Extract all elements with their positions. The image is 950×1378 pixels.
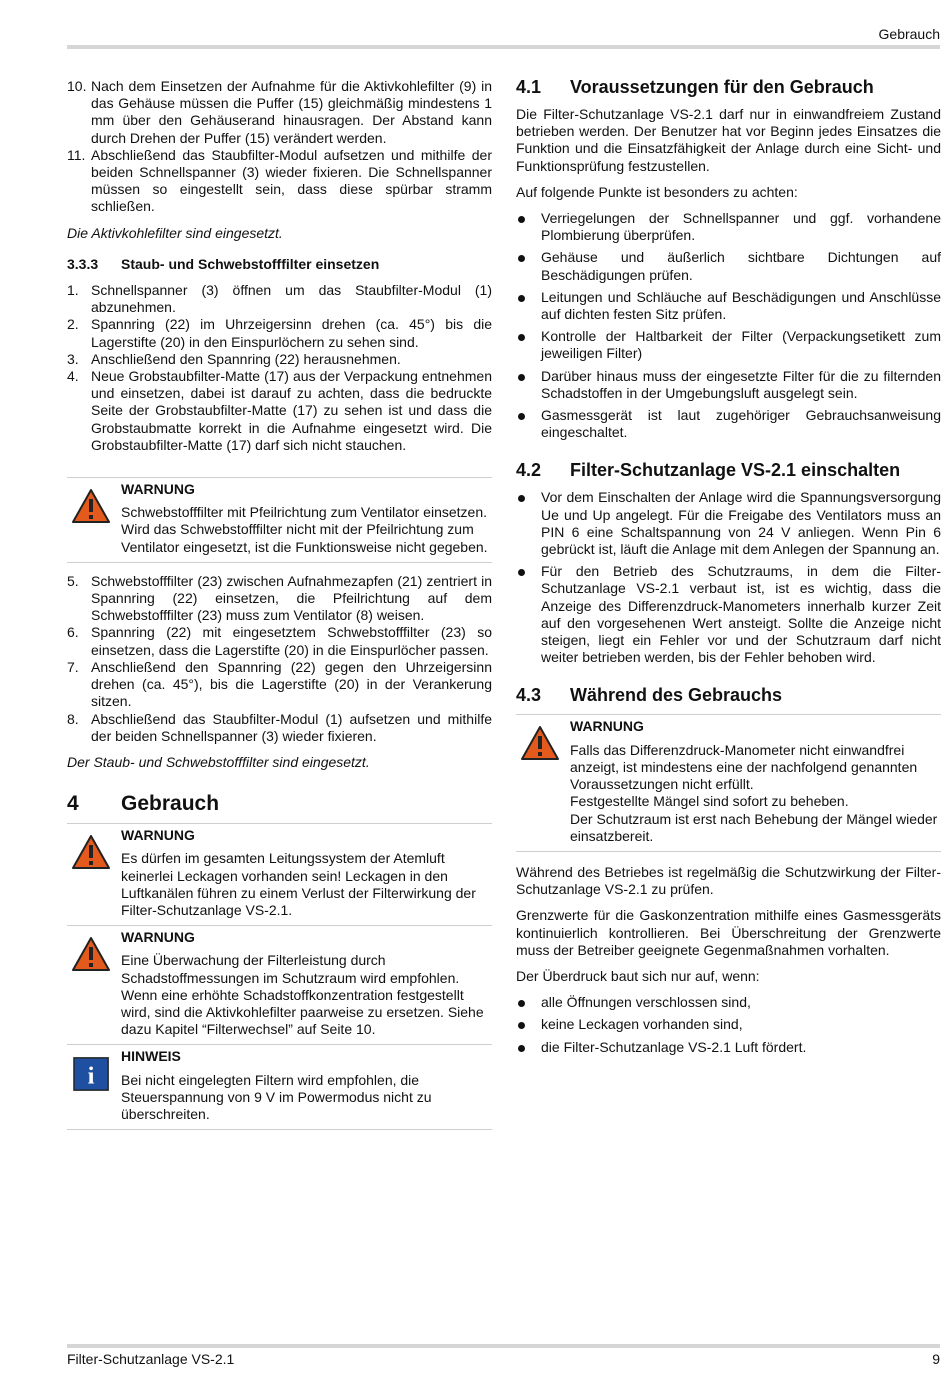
paragraph: Während des Betriebes ist regelmäßig die Schutzwirkung der Filter-Schutzanlage VS-2.1 zu prüfen.	[516, 863, 941, 898]
info-icon	[73, 1055, 111, 1093]
notice-text: Bei nicht eingelegten Filtern wird empfohlen, die Steuerspannung von 9 V im Powermodus nicht zu überschreiten.	[121, 1071, 432, 1122]
list-item: 4. Neue Grobstaubfilter-Matte (17) aus der Verpackung entnehmen und einsetzen, dabei ist darauf zu achten, dass die bedruckte Seite der Grobstaubfilter-Matte (17) zu sehen ist und dass die Grobstaubmatte korrekt in die Aufnahme eingesetzt wird. Die Grobstaubfilter-Matte (17) darf sich nicht stauchen.	[67, 368, 492, 453]
list-item: 8. Abschließend das Staubfilter-Modul (1) aufsetzen und mithilfe der beiden Schnellspanner (3) wieder fixieren.	[67, 710, 492, 744]
notice-title: WARNUNG	[121, 827, 195, 844]
bullet-list	[516, 994, 941, 1056]
list-item: keine Leckagen vorhanden sind,	[516, 1016, 941, 1033]
list-item: Leitungen und Schläuche auf Beschädigungen und Anschlüsse auf dichten festen Sitz prüfen.	[516, 289, 941, 323]
warning-notice	[67, 823, 492, 926]
list-item: 11. Abschließend das Staubfilter-Modul aufsetzen und mithilfe der beiden Schnellspanner (3) wieder fixieren. Die Schnellspanner müssen so eingestellt sein, dass diese spürbar stramm schließen.	[67, 146, 492, 215]
list-item: die Filter-Schutzanlage VS-2.1 Luft fördert.	[516, 1039, 941, 1056]
header-rule	[67, 45, 940, 49]
bullet-list	[516, 210, 941, 441]
warning-triangle-icon	[71, 488, 111, 524]
list-item: alle Öffnungen verschlossen sind,	[516, 994, 941, 1011]
paragraph: Der Überdruck baut sich nur auf, wenn:	[516, 967, 760, 984]
warning-notice	[516, 714, 941, 851]
list-item: Gehäuse und äußerlich sichtbare Dichtungen auf Beschädigungen prüfen.	[516, 249, 941, 283]
footer-rule	[67, 1344, 940, 1348]
list-item: Darüber hinaus muss der eingesetzte Filter für die zu filternden Schadstoffen in der Umgebungsluft ausgelegt sein.	[516, 368, 941, 402]
paragraph: Auf folgende Punkte ist besonders zu achten:	[516, 183, 798, 200]
warning-triangle-icon	[71, 936, 111, 972]
list-item: 3. Anschließend den Spannring (22) herausnehmen.	[67, 350, 401, 367]
list-item: 2. Spannring (22) im Uhrzeigersinn drehen (ca. 45°) bis die Lagerstifte (20) in den Einspurlöchern zu sehen sind.	[67, 316, 492, 350]
paragraph: Die Filter-Schutzanlage VS-2.1 darf nur in einwandfreiem Zustand betrieben werden. Der Benutzer hat vor Beginn jedes Einsatzes die Funktion und die Einsatzfähigkeit der Anlage durch eine Sicht- und Funktionsprüfung festzustellen.	[516, 106, 941, 174]
notice-text: Eine Überwachung der Filterleistung durch Schadstoffmessungen im Schutzraum wird empfohlen. Wenn eine erhöhte Schadstoffkonzentration festgestellt wird, sind die Aktivkohlefilter paarweise zu ersetzen. Siehe dazu Kapitel “Filterwechsel” auf Seite 10.	[121, 952, 484, 1038]
result-text: Der Staub- und Schwebstofffilter sind eingesetzt.	[67, 753, 370, 770]
notice-title: WARNUNG	[121, 929, 195, 946]
footer-product: Filter-Schutzanlage VS-2.1	[67, 1351, 235, 1367]
list-item: 7. Anschließend den Spannring (22) gegen den Uhrzeigersinn drehen (ca. 45°), bis die Lagerstifte (20) in der Verankerung sitzen.	[67, 658, 492, 710]
notice-title: HINWEIS	[121, 1048, 181, 1065]
list-item: Vor dem Einschalten der Anlage wird die Spannungsversorgung Ue und Up angelegt. Für die Freigabe des Ventilators muss an PIN 6 eine Schaltspannung von 24 V anliegen. Wenn Pin 6 gebrückt ist, läuft die Anlage mit dem Anlegen der Spannung an.	[516, 489, 941, 558]
bullet-list	[516, 489, 941, 666]
list-item: 1. Schnellspanner (3) öffnen um das Staubfilter-Modul (1) abzunehmen.	[67, 282, 492, 316]
running-header: Gebrauch	[878, 26, 940, 42]
steps-list-a	[67, 78, 492, 216]
warning-notice	[67, 477, 492, 563]
chapter-heading: 4 Gebrauch	[67, 792, 220, 816]
result-text: Die Aktivkohlefilter sind eingesetzt.	[67, 224, 283, 241]
steps-list-b	[67, 282, 492, 454]
notice-title: WARNUNG	[121, 481, 195, 498]
section-heading: 4.1 Voraussetzungen für den Gebrauch	[516, 77, 874, 97]
notice-text: Schwebstofffilter mit Pfeilrichtung zum Ventilator einsetzen. Wird das Schwebstofffilter nicht mit der Pfeilrichtung zum Ventilator eingesetzt, ist die Funktionsweise nicht gegeben.	[121, 504, 488, 555]
warning-triangle-icon	[520, 725, 560, 761]
list-item: 5. Schwebstofffilter (23) zwischen Aufnahmezapfen (21) zentriert in Spannring (22) einsetzen, die Pfeilrichtung auf dem Schwebstofffilter (23) muss zum Ventilator (8) weisen.	[67, 572, 492, 624]
section-heading: 4.2 Filter-Schutzanlage VS-2.1 einschalten	[516, 460, 901, 481]
section-heading: 4.3 Während des Gebrauchs	[516, 685, 783, 706]
list-item: Für den Betrieb des Schutzraums, in dem die Filter-Schutzanlage VS-2.1 verbaut ist, ist es wichtig, dass die Anzeige des Differenzdruck-Manometers innerhalb kurzer Zeit auf den vorgesehenen Wert ansteigt. Sollte die Anzeige nicht steigen, liegt ein Fehler vor und der Schutzraum darf nicht weiter betrieben werden, bis der Fehler behoben wird.	[516, 563, 941, 666]
warning-notice	[67, 926, 492, 1045]
list-item: Verriegelungen der Schnellspanner und ggf. vorhandene Plombierung überprüfen.	[516, 210, 941, 244]
list-item: Gasmessgerät ist laut zugehöriger Gebrauchsanweisung eingeschaltet.	[516, 407, 941, 441]
list-item: Kontrolle der Haltbarkeit der Filter (Verpackungsetikett zum jeweiligen Filter)	[516, 328, 941, 362]
notice-text: Es dürfen im gesamten Leitungssystem der Atemluft keinerlei Leckagen vorhanden sein! Leckagen in den Luftkanälen führen zu einem Verlust der Filterwirkung der Filter-Schutzanlage VS-2.1.	[121, 850, 476, 918]
svg-text:i: i	[87, 1062, 95, 1090]
steps-list-c	[67, 573, 492, 745]
page-number: 9	[932, 1351, 940, 1367]
list-item: 10. Nach dem Einsetzen der Aufnahme für die Aktivkohlefilter (9) in das Gehäuse müssen die Puffer (15) gleichmäßig mindestens 1 mm über den Gehäuserand hinausragen. Der Abstand kann durch Drehen der Puffer (15) verändert werden.	[67, 78, 492, 146]
list-item: 6. Spannring (22) mit eingesetztem Schwebstofffilter (23) so einsetzen, dass die Lagerstifte (20) in die Einspurlöcher passen.	[67, 624, 492, 658]
paragraph: Grenzwerte für die Gaskonzentration mithilfe eines Gasmessgeräts kontinuierlich kontrollieren. Bei Überschreitung der Grenzwerte muss der Betreiber geeignete Gegenmaßnahmen vorhalten.	[516, 907, 941, 958]
notice-text: Falls das Differenzdruck-Manometer nicht einwandfrei anzeigt, ist mindestens eine der nachfolgend genannten Voraussetzungen nicht erfüllt. Festgestellte Mängel sind sofort zu beheben. Der Schutzraum ist erst nach Behebung der Mängel wieder einsatzbereit.	[570, 741, 938, 844]
hint-notice	[67, 1045, 492, 1130]
warning-triangle-icon	[71, 834, 111, 870]
notice-title: WARNUNG	[570, 718, 644, 735]
subsection-heading: 3.3.3 Staub- und Schwebstofffilter einsetzen	[67, 255, 380, 272]
right-column	[516, 76, 941, 1066]
left-column	[67, 78, 492, 1130]
